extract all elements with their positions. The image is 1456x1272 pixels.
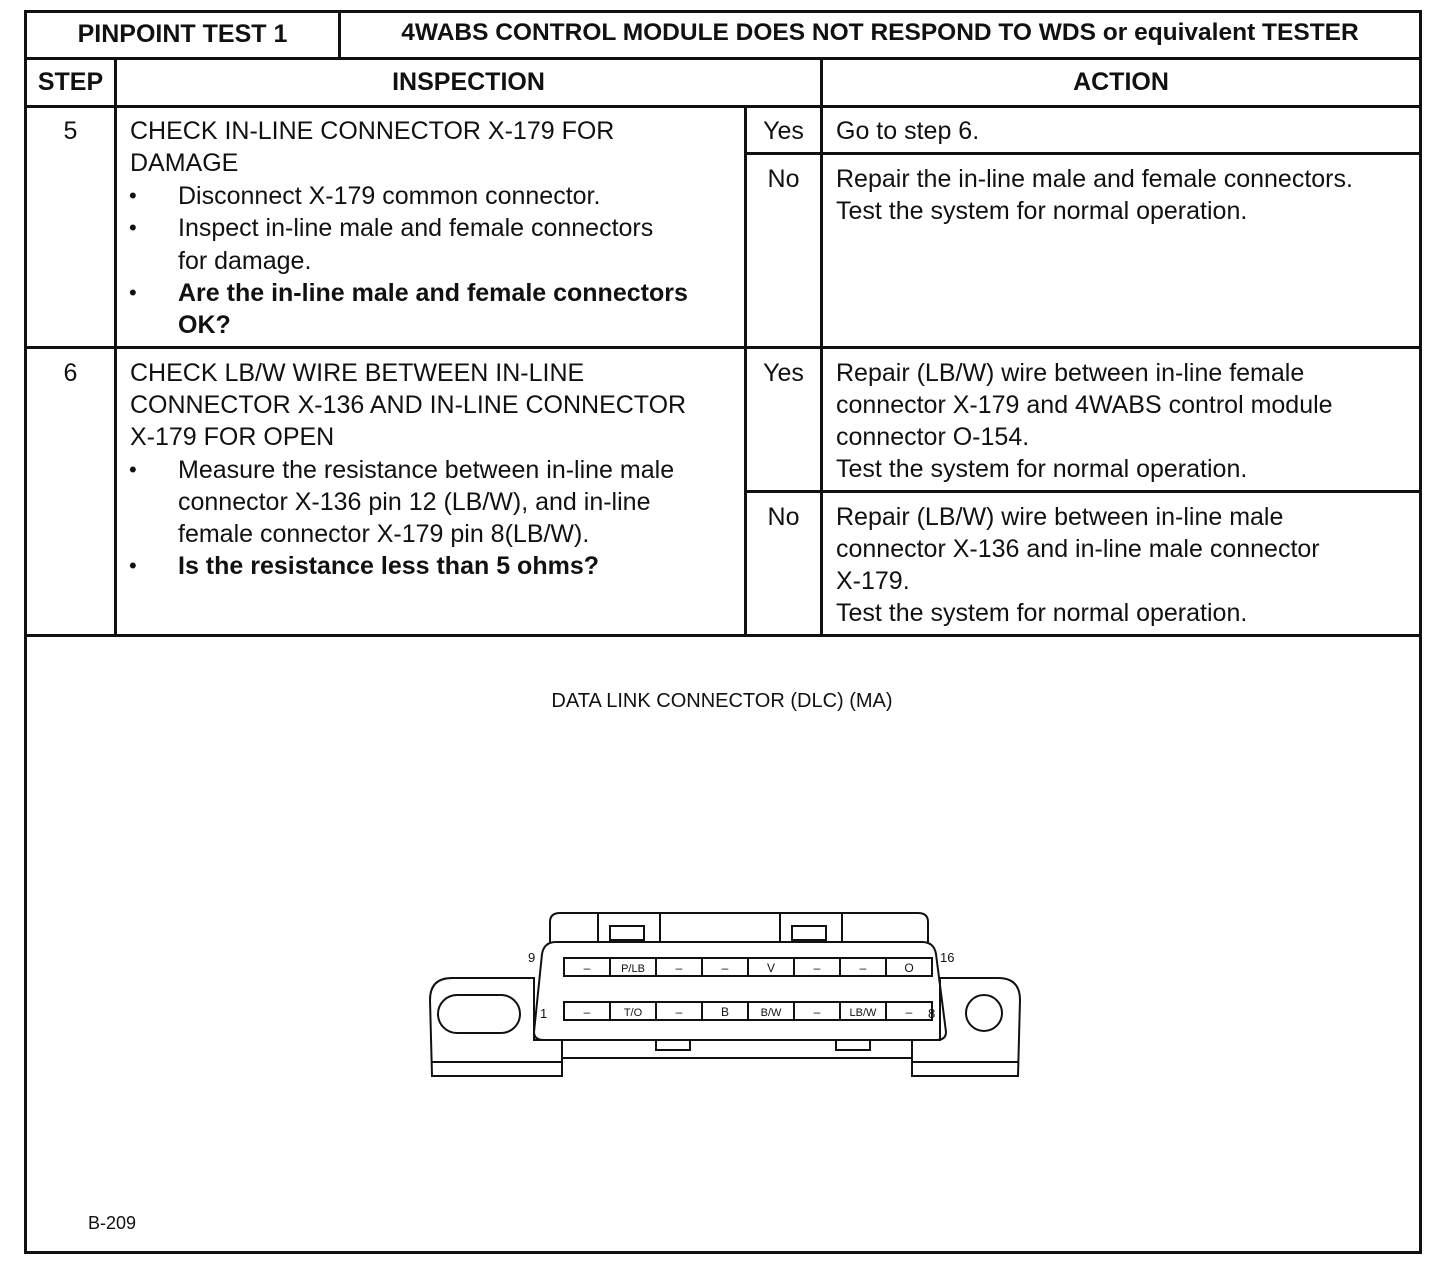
inspection-question-line: Is the resistance less than 5 ohms? xyxy=(178,552,599,580)
pin-row-top xyxy=(564,958,932,976)
mounting-slot xyxy=(438,995,520,1033)
column-step: STEP xyxy=(37,68,104,96)
mounting-hole xyxy=(966,995,1002,1031)
action-line: connector O-154. xyxy=(836,423,1030,451)
pin-wire-label: LB/W xyxy=(849,1007,877,1019)
inspection-bullet-line: Disconnect X-179 common connector. xyxy=(178,182,601,210)
inspection-bullet-line: Measure the resistance between in-line male xyxy=(178,456,675,484)
step-title-line: X-179 FOR OPEN xyxy=(130,423,335,451)
pin-wire-label: B/W xyxy=(760,1007,782,1019)
connector-face xyxy=(534,942,946,1040)
test-title: 4WABS CONTROL MODULE DOES NOT RESPOND TO WDS or equivalent TESTER xyxy=(401,19,1359,46)
pin-wire-label: T/O xyxy=(623,1007,643,1019)
action-line: connector X-179 and 4WABS control module xyxy=(836,391,1333,419)
step-title-line: CONNECTOR X-136 AND IN-LINE CONNECTOR xyxy=(130,391,687,419)
inspection-bullet-line: female connector X-179 pin 8(LB/W). xyxy=(178,520,590,548)
pin-wire-label: – xyxy=(675,1005,683,1019)
step-number: 5 xyxy=(63,117,78,145)
pin-row-bottom xyxy=(564,1002,932,1020)
answer-yes-label: Yes xyxy=(763,117,804,145)
column-inspection: INSPECTION xyxy=(392,68,545,96)
pin-wire-label: – xyxy=(583,961,591,975)
action-line: connector X-136 and in-line male connector xyxy=(836,535,1320,563)
pin-wire-label: P/LB xyxy=(621,963,645,975)
pin-wire-label: – xyxy=(813,961,821,975)
answer-no-label: No xyxy=(767,165,800,193)
action-line: Repair (LB/W) wire between in-line female xyxy=(836,359,1305,387)
column-action: ACTION xyxy=(1073,68,1169,96)
inspection-bullet-line: connector X-136 pin 12 (LB/W), and in-line xyxy=(178,488,651,516)
inspection-bullet-line: for damage. xyxy=(178,247,312,275)
step-number: 6 xyxy=(63,359,78,387)
pin-number: 16 xyxy=(940,950,955,965)
pin-number: 8 xyxy=(928,1006,936,1021)
action-line: Test the system for normal operation. xyxy=(836,197,1248,225)
figure-id: B-209 xyxy=(88,1213,137,1233)
bullet-icon: • xyxy=(129,457,137,482)
bullet-icon: • xyxy=(129,280,137,305)
pin-wire-label: V xyxy=(766,961,776,975)
step-title-line: CHECK IN-LINE CONNECTOR X-179 FOR xyxy=(130,117,615,145)
action-line: Test the system for normal operation. xyxy=(836,455,1248,483)
pin-wire-label: – xyxy=(905,1005,913,1019)
step-title-line: CHECK LB/W WIRE BETWEEN IN-LINE xyxy=(130,359,585,387)
pin-wire-label: B xyxy=(720,1005,730,1019)
step-title-line: DAMAGE xyxy=(130,149,239,177)
action-line: Test the system for normal operation. xyxy=(836,599,1248,627)
action-line: Repair the in-line male and female connectors. xyxy=(836,165,1353,193)
answer-yes-label: Yes xyxy=(763,359,804,387)
pin-number: 9 xyxy=(528,950,536,965)
pin-wire-label: – xyxy=(675,961,683,975)
bullet-icon: • xyxy=(129,215,137,240)
inspection-bullet-line: Inspect in-line male and female connectors xyxy=(178,214,654,242)
action-line: Go to step 6. xyxy=(836,117,980,145)
pin-number: 1 xyxy=(540,1006,548,1021)
bullet-icon: • xyxy=(129,183,137,208)
pin-wire-label: – xyxy=(583,1005,591,1019)
action-line: X-179. xyxy=(836,567,910,595)
bullet-icon: • xyxy=(129,553,137,578)
pin-wire-label: O xyxy=(904,961,914,975)
pin-wire-label: – xyxy=(813,1005,821,1019)
figure-caption: DATA LINK CONNECTOR (DLC) (MA) xyxy=(551,690,893,712)
test-label: PINPOINT TEST 1 xyxy=(77,20,288,48)
inspection-question-line: Are the in-line male and female connectors xyxy=(178,279,688,307)
pin-wire-label: – xyxy=(859,961,867,975)
answer-no-label: No xyxy=(767,503,800,531)
action-line: Repair (LB/W) wire between in-line male xyxy=(836,503,1284,531)
inspection-question-line: OK? xyxy=(178,311,231,339)
pin-wire-label: – xyxy=(721,961,729,975)
latch-tab xyxy=(550,913,928,942)
